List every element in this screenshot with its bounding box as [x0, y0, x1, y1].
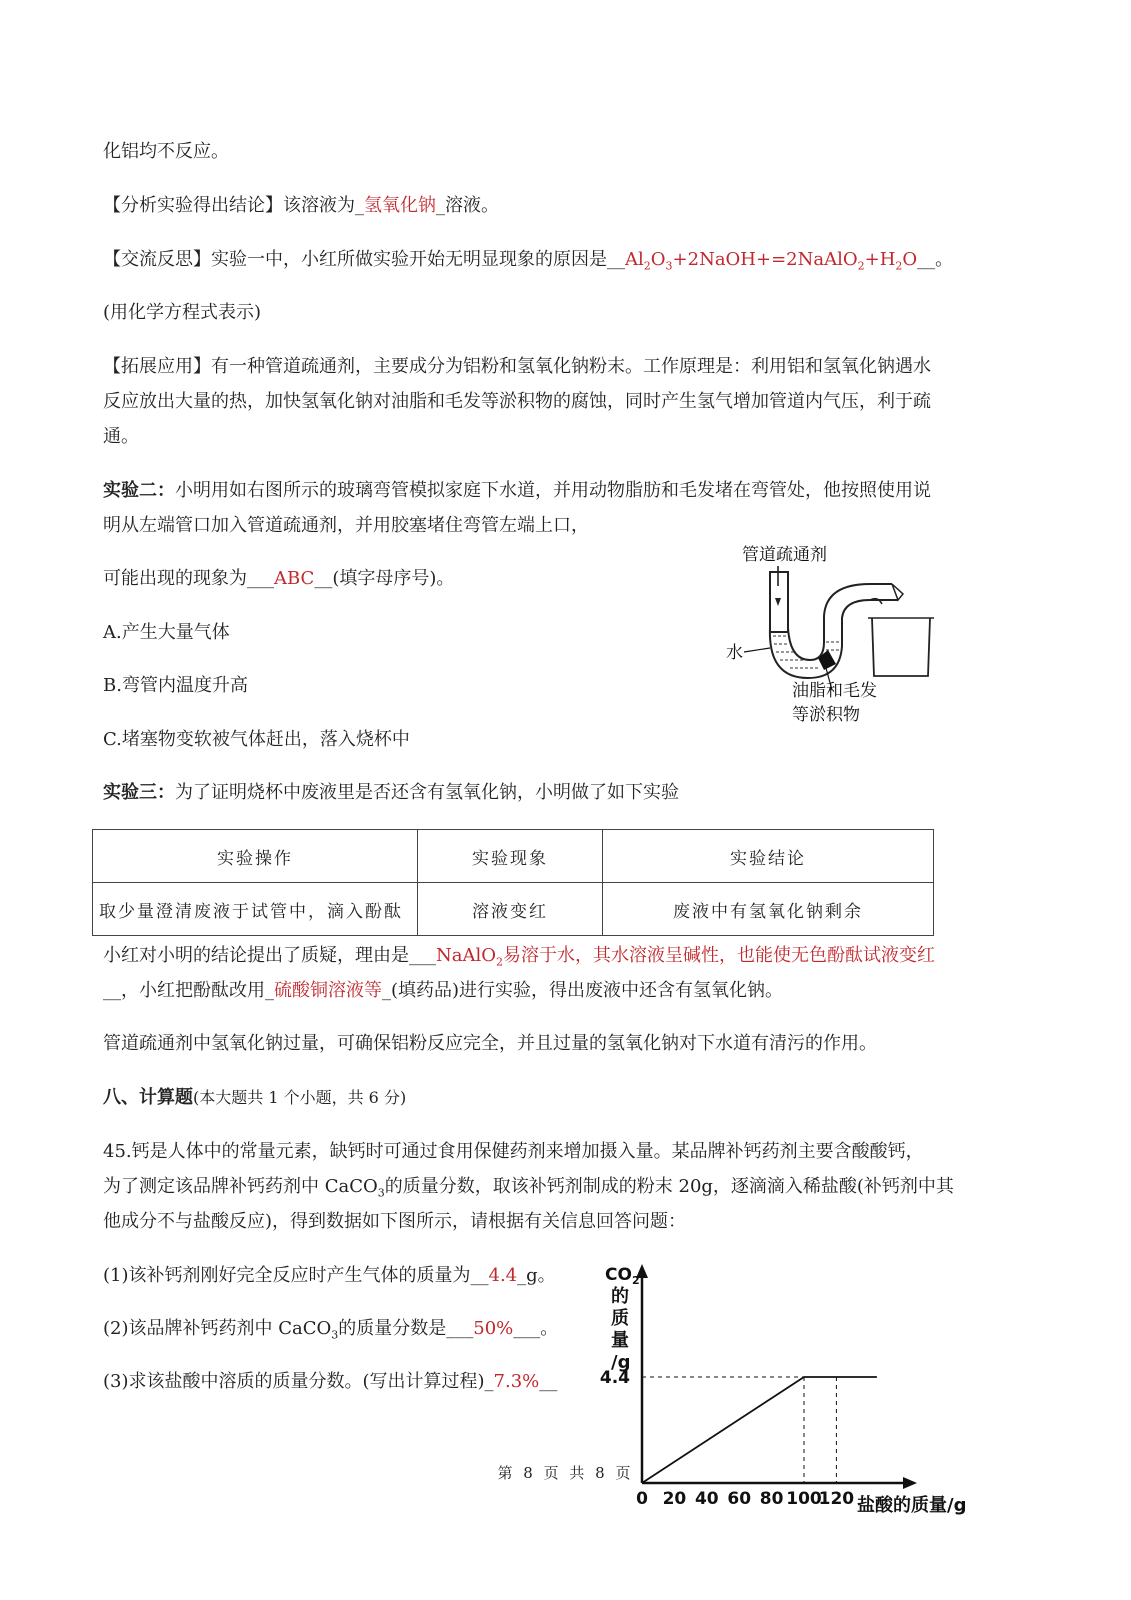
option-b: B.弯管内温度升高	[103, 675, 248, 696]
conclusion-line	[103, 193, 499, 219]
answer-text: 氢氧化钠	[364, 195, 436, 216]
text-line: 反应放出大量的热，加快氢氧化钠对油脂和毛发等淤积物的腐蚀，同时产生氢气增加管道内气压，利于疏	[103, 391, 931, 412]
y-axis-label-part: 量	[611, 1330, 629, 1351]
answer-text: 7.3%	[493, 1371, 540, 1392]
text-line: 化铝均不反应。	[103, 141, 229, 162]
text: __(填字母序号)。	[314, 568, 455, 589]
phenomenon-line	[103, 566, 454, 592]
table-header-row	[93, 830, 934, 883]
table-cell: 溶液变红	[418, 883, 603, 936]
text: 小红对小明的结论提出了质疑，理由是___	[103, 945, 436, 966]
text: (本大题共 1 个小题，共 6 分)	[193, 1088, 407, 1107]
y-axis-label-part: 质	[611, 1308, 629, 1329]
figure-label-block1: 油脂和毛发	[792, 681, 877, 701]
text-line: 管道疏通剂中氢氧化钠过量，可确保铝粉反应完全，并且过量的氢氧化钠对下水道有清污的作用。	[103, 1033, 877, 1054]
text-line: 【拓展应用】有一种管道疏通剂，主要成分为铝粉和氢氧化钠粉末。工作原理是：利用铝和氢氧化钠遇水	[103, 356, 931, 377]
table-header: 实验现象	[418, 830, 603, 883]
x-tick-label: 20	[662, 1489, 687, 1509]
text: __。	[917, 249, 954, 270]
question-2: (2)该品牌补钙药剂中 CaCO$_3$的质量分数是___50%___。	[103, 1318, 559, 1342]
experiment-heading: 实验三：	[103, 782, 175, 803]
reflection-line	[103, 247, 953, 273]
reagent-line	[103, 978, 783, 1004]
text: _(填药品)进行实验，得出废液中还含有氢氧化钠。	[382, 980, 784, 1001]
table-row	[93, 883, 934, 936]
y-axis-label-part: 的	[611, 1286, 629, 1307]
figure-label-water: 水	[726, 643, 743, 663]
equation-answer: $Al_2O_3+2NaOH+=2NaAlO_2+H_2O$	[625, 249, 918, 273]
x-tick-label: 60	[727, 1489, 752, 1509]
text: 【交流反思】实验一中，小红所做实验开始无明显现象的原因是__	[103, 249, 625, 270]
text: 【分析实验得出结论】该溶液为_	[103, 195, 364, 216]
table-cell: 取少量澄清废液于试管中，滴入酚酞	[93, 883, 418, 936]
x-tick-label: 120	[818, 1489, 855, 1509]
figure-label-top: 管道疏通剂	[742, 545, 827, 565]
experiment-table	[92, 829, 934, 936]
option-a: A.产生大量气体	[103, 622, 230, 643]
experiment3-line	[103, 780, 679, 806]
experiment2-line	[103, 478, 931, 504]
y-axis-label-part: /g	[611, 1352, 631, 1373]
y-tick-label: 4.4	[599, 1368, 630, 1388]
figure-label-block2: 等淤积物	[792, 705, 860, 725]
text: 为了证明烧杯中废液里是否还含有氢氧化钠，小明做了如下实验	[175, 782, 679, 803]
pipe-diagram	[720, 538, 945, 728]
text-line: 45.钙是人体中的常量元素，缺钙时可通过食用保健药剂来增加摄入量。某品牌补钙药剂主要含酸酸钙，	[103, 1141, 924, 1162]
table-header: 实验结论	[603, 830, 934, 883]
text-line: (用化学方程式表示)	[103, 302, 262, 323]
x-tick-label: 80	[759, 1489, 784, 1509]
text: _溶液。	[436, 195, 499, 216]
doubt-line	[103, 943, 935, 969]
answer-text: NaAlO$_2$易溶于水，其水溶液呈碱性，也能使无色酚酞试液变红	[436, 945, 935, 969]
section-heading	[103, 1085, 406, 1111]
text: __，小红把酚酞改用_	[103, 980, 274, 1001]
text-line: 他成分不与盐酸反应)，得到数据如下图所示，请根据有关信息回答问题：	[103, 1211, 687, 1232]
answer-text: 硫酸铜溶液等	[274, 980, 382, 1001]
page-footer: 第 8 页 共 8 页	[497, 1464, 634, 1482]
text-line: 明从左端管口加入管道疏通剂，并用胶塞堵住弯管左端上口，	[103, 515, 589, 536]
option-c: C.堵塞物变软被气体赶出，落入烧杯中	[103, 729, 410, 750]
text: 可能出现的现象为___	[103, 568, 274, 589]
text-line: 通。	[103, 426, 139, 447]
x-tick-label: 0	[636, 1489, 648, 1509]
question-1: (1)该补钙剂刚好完全反应时产生气体的质量为__4.4_g。	[103, 1265, 556, 1286]
answer-text: 50%	[473, 1318, 514, 1339]
experiment-heading: 实验二：	[103, 480, 175, 501]
section-title: 八、计算题	[103, 1087, 193, 1108]
text-line: 为了测定该品牌补钙药剂中 CaCO$_3$的质量分数，取该补钙剂制成的粉末 20g，逐滴滴入稀盐酸(补钙剂中其	[103, 1176, 954, 1200]
x-axis-label: 盐酸的质量/g	[857, 1495, 967, 1516]
question-3: (3)求该盐酸中溶质的质量分数。(写出计算过程)_7.3%__	[103, 1371, 558, 1392]
answer-text: 4.4	[488, 1265, 518, 1286]
answer-text: ABC	[274, 568, 315, 589]
y-axis-label: $CO_2$	[605, 1265, 640, 1287]
text: 小明用如右图所示的玻璃弯管模拟家庭下水道，并用动物脂肪和毛发堵在弯管处，他按照使用说	[175, 480, 931, 501]
table-header: 实验操作	[93, 830, 418, 883]
table-cell: 废液中有氢氧化钠剩余	[603, 883, 934, 936]
x-tick-label: 100	[786, 1489, 822, 1509]
x-tick-label: 40	[694, 1489, 719, 1509]
